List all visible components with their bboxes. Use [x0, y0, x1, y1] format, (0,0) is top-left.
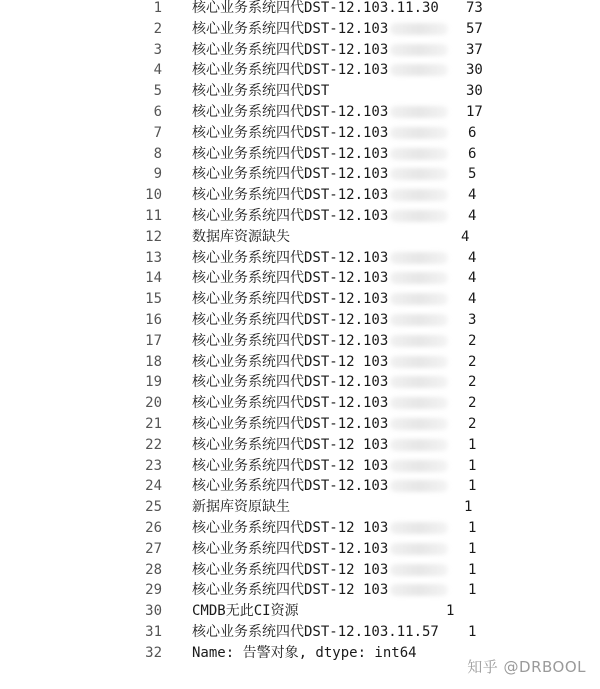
redacted-ip-suffix: [390, 64, 448, 76]
watermark: 知乎 @DRBOOL: [467, 658, 586, 676]
series-row: [0, 206, 600, 227]
row-label: [192, 0, 439, 19]
series-row: [0, 19, 600, 40]
redacted-ip-suffix: [390, 543, 448, 555]
series-row: [0, 414, 600, 435]
line-number: 3: [153, 41, 162, 58]
row-count: 6: [468, 145, 477, 162]
row-label: [192, 601, 299, 622]
line-number: 12: [145, 228, 162, 245]
series-row: [0, 601, 600, 622]
row-label-text: 核心业务系统四代DST-12.103: [192, 62, 389, 79]
row-label: [192, 539, 448, 560]
row-label: [192, 456, 448, 477]
line-number: 13: [145, 249, 162, 266]
redacted-ip-suffix: [390, 480, 448, 492]
series-row: [0, 435, 600, 456]
line-number: 5: [153, 83, 162, 100]
row-label-text: 核心业务系统四代DST-12.103: [192, 124, 389, 141]
row-label-text: 核心业务系统四代DST-12.103: [192, 332, 389, 349]
row-label: [192, 248, 448, 269]
row-label-text: 核心业务系统四代DST-12 103: [192, 561, 389, 578]
redacted-ip-suffix: [390, 210, 448, 222]
row-label: [192, 19, 448, 40]
line-number: 30: [145, 603, 162, 620]
redacted-ip-suffix: [390, 314, 448, 326]
line-number: 20: [145, 395, 162, 412]
row-label-text: Name: 告警对象, dtype: int64: [192, 644, 417, 661]
row-label-text: 核心业务系统四代DST-12.103: [192, 166, 389, 183]
row-label: [192, 643, 417, 664]
row-count: 4: [468, 187, 477, 204]
row-label-text: 核心业务系统四代DST-12.103: [192, 311, 389, 328]
line-number: 17: [145, 332, 162, 349]
row-label: [192, 310, 448, 331]
series-row: [0, 185, 600, 206]
row-count: 17: [466, 103, 483, 120]
redacted-ip-suffix: [390, 127, 448, 139]
series-row: [0, 81, 600, 102]
row-label-text: 核心业务系统四代DST-12.103: [192, 20, 389, 37]
row-count: 3: [468, 311, 477, 328]
row-count: 2: [468, 415, 477, 432]
series-row: [0, 102, 600, 123]
row-count: 1: [446, 603, 455, 620]
row-label: [192, 497, 290, 518]
row-count: 1: [468, 478, 477, 495]
series-row: [0, 123, 600, 144]
row-label-text: 核心业务系统四代DST-12.103: [192, 540, 389, 557]
series-row: [0, 227, 600, 248]
redacted-ip-suffix: [390, 272, 448, 284]
series-row: [0, 560, 600, 581]
row-label: [192, 289, 448, 310]
row-label-text: 核心业务系统四代DST: [192, 83, 330, 100]
line-number: 16: [145, 311, 162, 328]
series-row: [0, 60, 600, 81]
redacted-ip-suffix: [390, 293, 448, 305]
series-row: [0, 268, 600, 289]
line-number: 18: [145, 353, 162, 370]
row-label-text: 核心业务系统四代DST-12.103: [192, 478, 389, 495]
row-count: 2: [468, 374, 477, 391]
redacted-ip-suffix: [390, 44, 448, 56]
series-row: [0, 539, 600, 560]
row-label-text: 核心业务系统四代DST-12.103.11.30: [192, 0, 439, 16]
row-label-text: 核心业务系统四代DST-12.103: [192, 249, 389, 266]
row-count: 4: [468, 270, 477, 287]
row-label: [192, 352, 448, 373]
series-row: [0, 289, 600, 310]
redacted-ip-suffix: [390, 584, 448, 596]
line-number: 28: [145, 561, 162, 578]
row-label-text: 核心业务系统四代DST-12 103: [192, 353, 389, 370]
row-label: [192, 268, 448, 289]
row-label-text: 核心业务系统四代DST-12.103: [192, 145, 389, 162]
row-label-text: 核心业务系统四代DST-12 103: [192, 457, 389, 474]
row-label-text: CMDB无此CI资源: [192, 603, 299, 620]
redacted-ip-suffix: [390, 356, 448, 368]
row-count: 4: [468, 291, 477, 308]
row-count: 2: [468, 353, 477, 370]
row-count: 30: [466, 83, 483, 100]
series-row: [0, 40, 600, 61]
redacted-ip-suffix: [390, 168, 448, 180]
series-row: [0, 393, 600, 414]
line-number: 10: [145, 187, 162, 204]
row-label: [192, 164, 448, 185]
row-count: 57: [466, 20, 483, 37]
row-label: [192, 206, 448, 227]
row-label-text: 核心业务系统四代DST-12.103: [192, 187, 389, 204]
line-number: 21: [145, 415, 162, 432]
row-count: 4: [468, 249, 477, 266]
row-label-text: 数据库资源缺失: [192, 228, 290, 245]
row-count: 30: [466, 62, 483, 79]
redacted-ip-suffix: [390, 460, 448, 472]
row-label-text: 核心业务系统四代DST-12.103: [192, 291, 389, 308]
series-row: [0, 331, 600, 352]
row-label: [192, 40, 448, 61]
redacted-ip-suffix: [390, 106, 448, 118]
row-count: 4: [461, 228, 470, 245]
series-row: [0, 352, 600, 373]
row-count: 1: [468, 582, 477, 599]
row-count: 73: [466, 0, 483, 16]
redacted-ip-suffix: [390, 564, 448, 576]
series-row: [0, 497, 600, 518]
series-row: [0, 622, 600, 643]
line-number: 19: [145, 374, 162, 391]
row-label-text: 核心业务系统四代DST-12 103: [192, 582, 389, 599]
line-number: 11: [145, 207, 162, 224]
row-label-text: 核心业务系统四代DST-12.103: [192, 415, 389, 432]
row-count: 5: [468, 166, 477, 183]
line-number: 8: [153, 145, 162, 162]
row-label: [192, 144, 448, 165]
series-row: [0, 0, 600, 19]
row-label-text: 核心业务系统四代DST-12 103: [192, 519, 389, 536]
redacted-ip-suffix: [390, 376, 448, 388]
redacted-ip-suffix: [390, 148, 448, 160]
row-label-text: 核心业务系统四代DST-12.103: [192, 103, 389, 120]
row-label: [192, 102, 448, 123]
redacted-ip-suffix: [390, 252, 448, 264]
row-label: [192, 123, 448, 144]
series-row: [0, 580, 600, 601]
line-number: 1: [153, 0, 162, 16]
row-label-text: 新据库资原缺生: [192, 499, 290, 516]
row-count: 1: [468, 623, 477, 640]
row-count: 37: [466, 41, 483, 58]
redacted-ip-suffix: [390, 189, 448, 201]
line-number: 9: [153, 166, 162, 183]
row-label-text: 核心业务系统四代DST-12.103: [192, 374, 389, 391]
row-count: 2: [468, 332, 477, 349]
series-row: [0, 476, 600, 497]
line-number: 26: [145, 519, 162, 536]
row-label-text: 核心业务系统四代DST-12.103: [192, 207, 389, 224]
redacted-ip-suffix: [390, 439, 448, 451]
line-number: 7: [153, 124, 162, 141]
series-row: [0, 518, 600, 539]
line-number: 14: [145, 270, 162, 287]
series-row: [0, 456, 600, 477]
row-label: [192, 518, 448, 539]
row-label-text: 核心业务系统四代DST-12.103: [192, 270, 389, 287]
redacted-ip-suffix: [390, 397, 448, 409]
row-label: [192, 372, 448, 393]
line-number: 32: [145, 644, 162, 661]
row-label: [192, 227, 290, 248]
line-number: 23: [145, 457, 162, 474]
line-number: 6: [153, 103, 162, 120]
row-label: [192, 622, 439, 643]
row-count: 1: [468, 561, 477, 578]
redacted-ip-suffix: [390, 418, 448, 430]
series-row: [0, 248, 600, 269]
row-label: [192, 81, 329, 102]
redacted-ip-suffix: [390, 335, 448, 347]
redacted-ip-suffix: [390, 522, 448, 534]
row-label: [192, 560, 448, 581]
line-number: 29: [145, 582, 162, 599]
line-number: 31: [145, 623, 162, 640]
line-number: 4: [153, 62, 162, 79]
row-label: [192, 435, 448, 456]
row-label: [192, 580, 448, 601]
row-label-text: 核心业务系统四代DST-12.103: [192, 41, 389, 58]
row-label-text: 核心业务系统四代DST-12 103: [192, 436, 389, 453]
series-row: [0, 164, 600, 185]
row-label: [192, 331, 448, 352]
row-count: 1: [468, 457, 477, 474]
row-label: [192, 476, 448, 497]
row-label-text: 核心业务系统四代DST-12.103: [192, 395, 389, 412]
series-row: [0, 310, 600, 331]
line-number: 25: [145, 499, 162, 516]
series-row: [0, 144, 600, 165]
redacted-ip-suffix: [390, 23, 448, 35]
row-label: [192, 414, 448, 435]
row-count: 1: [468, 540, 477, 557]
row-count: 1: [468, 519, 477, 536]
row-label: [192, 185, 448, 206]
line-number: 27: [145, 540, 162, 557]
line-number: 24: [145, 478, 162, 495]
row-count: 4: [468, 207, 477, 224]
row-label: [192, 393, 448, 414]
row-label-text: 核心业务系统四代DST-12.103.11.57: [192, 623, 439, 640]
line-number: 2: [153, 20, 162, 37]
row-count: 6: [468, 124, 477, 141]
series-row: [0, 372, 600, 393]
row-count: 1: [464, 499, 473, 516]
line-number: 15: [145, 291, 162, 308]
row-count: 1: [468, 436, 477, 453]
line-number: 22: [145, 436, 162, 453]
row-count: 2: [468, 395, 477, 412]
row-label: [192, 60, 448, 81]
